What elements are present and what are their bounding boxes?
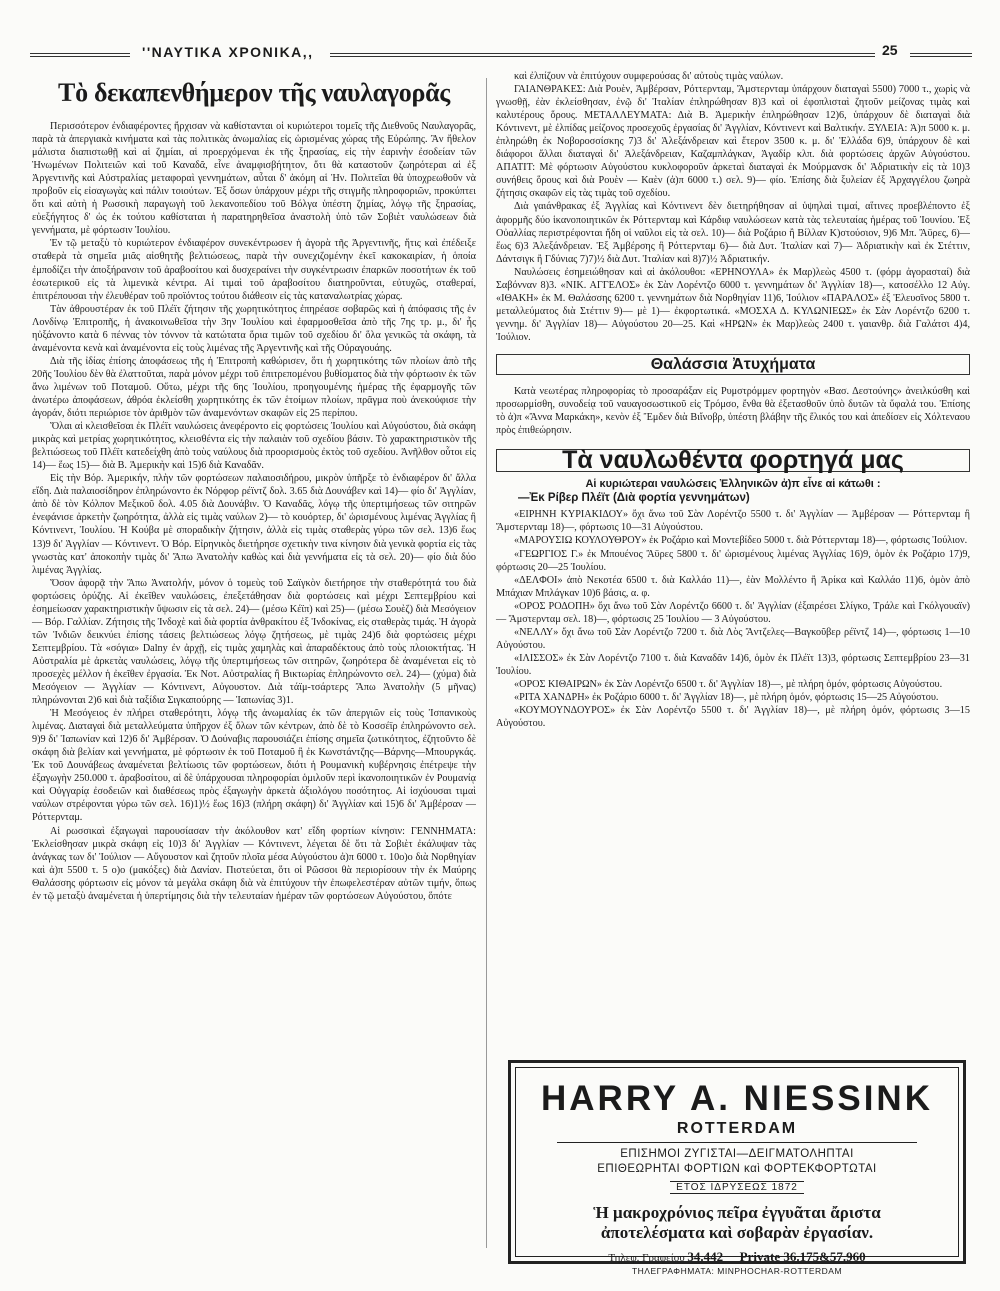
- accidents-text: Κατὰ νεωτέρας πληροφορίας τὸ προσαράξαν εἰς Ρυμστρόμμεν φορτηγὸν «Βασ. Δεστούνης» ἀνειλκύσθη καὶ προσωρμίσθη, συνοδείᾳ τοῦ ναυαγοσωστικοῦ εἰς Τρόμσο, ἔνθα θὰ ἐξετασθοῦν ὑπὸ δυτῶν τὰ ὕφαλά του. Ἐπίσης τὸ ἀ)π «Ἄννα Μαρκάκη», κενὸν ἐξ Ἔμδεν διὰ Βιἴνοβρ, ὑπέστη βλάβην τῆς ἕλικός του καὶ ἀπεδίσεν εἰς Χόλτεναου πρὸς ἐπιθεώρησιν.: [496, 386, 970, 437]
- paragraph: Ἐν τῷ μεταξὺ τὸ κυριώτερον ἐνδιαφέρον συνεκέντρωσεν ἡ ἀγορὰ τῆς Ἀργεντινῆς, ἥτις καὶ ἐπέδειξε σταθερὰ τὰ σημεῖα μιᾶς αἰσθητῆς βελτιώσεως, παρὰ τὴν συνεχιζομένην ἐκεῖ κακοκαιρίαν, ἡ ὁποία ἐμποδίζει τὴν ἀποξήρανσιν τοῦ ἀραβοσίτου καὶ δυσχεραίνει τὴν συγκέντρωσιν ἐπαρκῶν ποσοτήτων ἐκ τοῦ ἐσωτερικοῦ εἰς τὰ λιμενικὰ κέντρα. Αἱ τιμαὶ τοῦ ἀραβοσίτου διατηροῦνται, εὐτυχῶς, σταθεραί, ἐπιτρέπουσαι τὴν ἐλευθέραν τοῦ προϊόντος τούτου διάθεσιν εἰς τὰς καταναλωτρίας χώρας.: [32, 238, 476, 302]
- paragraph: Περισσότερον ἐνδιαφέροντες ἤρχισαν νὰ καθίστανται οἱ κυριώτεροι τομεῖς τῆς Διεθνοῦς Ναυλαγορᾶς, παρὰ τὰ ἀπεργιακὰ κινήματα καὶ τὰς πολιτικὰς ἀνωμαλίας εἰς ὡρισμένας χώρας τῆς Εὐρώπης. Ἂν ἤθελον μάλιστα διαπιστωθῇ καὶ αἱ ζημίαι, αἱ προερχόμεναι ἐκ τῆς ξηρασίας, εἰς τὴν ἐαρινὴν ἐσοδείαν τῶν Ἡνωμένων Πολιτειῶν καὶ τοῦ Καναδᾶ, εἶνε ἀναμφισβήτητον, ὅτι θὰ καταστοῦν ζωηρότεραι αἱ ἐξ Ἀργεντινῆς καὶ Αὐστραλίας μεταφοραὶ γεννημάτων, αὗται δ' ἀκόμη αἱ Ἠν. Πολιτεῖαι θὰ ὑποχρεωθοῦν νὰ προβοῦν εἰς εἰσαγωγὰς καὶ πάλιν τοιούτων. Ἐξ ὅσων ὑπάρχουν μέχρι τῆς στιγμῆς πληροφοριῶν, προκύπτει ὅτι καὶ αὐτὴ ἡ Ρωσσικὴ παραγωγὴ τοῦ λεκανοπεδίου τοῦ Βόλγα ὑπέστη ζημίας, λόγῳ τῆς ξηρασίας, εὐεξήγητος δ' ὡς ἐκ τούτου καθίσταται ἡ παρατηρηθεῖσα ἀναστολὴ ὑπὸ τῶν Σοβιὲτ ναυλώσεων διὰ γεννήματα, μὲ φόρτωσιν Ἰουλίου.: [32, 121, 476, 237]
- paragraph: Αἱ ρωσσικαὶ ἐξαγωγαὶ παρουσίασαν τὴν ἀκόλουθον κατ' εἴδη φορτίων κίνησιν: ΓΕΝΝΗΜΑΤΑ: Ἐκλείσθησαν μικρὰ σκάφη εἰς 10)3 δι' Ἀγγλίαν — Κόντινεντ, λέγεται δὲ ὅτι τὰ Σοβιὲτ ἐκάλυψαν τὰς ἀνάγκας των δι' Ἰούλιον — Αὔγουστον καὶ ζητοῦν πλοῖα μέσα Αὐγούστου ἀ)π 6000 τ. 10ο)ο διὰ Νορθηγίαν καὶ ἀ)π 5500 τ. 5 ο)ο (μακόξες) διὰ Δανίαν. Πιστεύεται, ὅτι οἱ Ρῶσσοι θὰ περιορίσουν τὴν ἐκ Μαύρης Θαλάσσης φόρτωσιν εἰς μόνον τὰ μεγάλα σκάφη διὰ νὰ ἐπιτύχουν τὴν ἐπωφελεστέραν αὐτῶν τιμήν, ὅπως ἐν τῷ μεταξὺ ἀναμένεται ἡ ὑπερτίμησις διὰ τὴν τελευταίαν ἡμέραν τῶν φορτώσεων Αὐγούστου, ὅπότε: [32, 825, 476, 902]
- paragraph: Ὅλαι αἱ κλεισθεῖσαι ἐκ Πλέϊτ ναυλώσεις ἀνεφέροντο εἰς φορτώσεις Ἰουλίου καὶ Αὐγούστου, διὰ σκάφη μικρὰς καὶ μετρίας χωρητικότητος, κλεισθέντα εἰς τὴν παλαιὰν τοῦ σχεδίου βάσιν. Τὸ χαρακτηριστικὸν τῆς βελτιώσεως τοῦ Πλέϊτ κατεδείχθη ἀπὸ τοὺς ναύλους διὰ προορισμοὺς ἐκτὸς τοῦ σχεδίου. Ἀνῆλθον οὗτοι εἰς 14)— ἕως 15)— διὰ Β. Ἀμερικὴν καὶ 15)6 διὰ Καναδᾶν.: [32, 421, 476, 472]
- ad-established: ΕΤΟΣ ΙΔΡΥΣΕΩΣ 1872: [670, 1181, 804, 1194]
- advertisement-inner-frame: [515, 1067, 959, 1276]
- right-column: [496, 70, 970, 730]
- paragraph: ΓΑΙΑΝΘΡΑΚΕΣ: Διὰ Ρουὲν, Ἀμβέρσαν, Ρόττερνταμ, Ἄμστερνταμ ὑπάρχουν διαταγαὶ 5500) 7000 τ., χωρὶς νὰ γνωσθῇ, ἐὰν ἐκλείσθησαν, ἐνῷ δι' Ἰταλίαν ἐπληρώθησαν 8)3 καὶ οἱ ἐφοπλισταὶ ζητοῦν μείζονας τιμὰς καὶ καλυτέρους ὅρους. ΜΕΤΑΛΛΕΥΜΑΤΑ: Διὰ Β. Ἀμερικὴν ἐπληρώθησαν 12)6, ὑπάρχουν δὲ διαταγαὶ διὰ Κόντινεντ, μὲ ἐλπίδας μείζονος προσεχοῦς ἐργασίας δι' Ἀγγλίαν, Κόντινεντ καὶ Βαλτικήν. ΞΥΛΕΙΑ: Ἀ)π 5000 κ. μ. ἐπληρώθη ἐκ Νοβοροσσίσκης 7)3 δι' Ἀλεξάνδρειαν καὶ ἕτερον 3500 κ. μ. δι' Ἑλλάδα 6)9, ὑπάρχουν δὲ καὶ διάφοροι ἄλλαι διαταγαὶ δι' Ἀλεξάνδρειαν, Καζαμπλάγκαν, Ἀγαδίρ κλπ. διὰ φορτώσεις ἀρχῶν Αὐγούστου. ΑΠΑΤΙΤ: Μὲ φόρτωσιν Αὐγούστου κυκλοφοροῦν ἀρκεταὶ διαταγαὶ ἐκ Μούρμανσκ δι' Ἀδριατικὴν εἰς τὰ 10)3 συνήθεις ὅρους καὶ διὰ Ρουὲν — Καὲν (ἀ)π 6000 τ.) σελ. 9)— φίο. Ἐπίσης διὰ ξυλείαν ἐξ Ἀρχαγγέλου ζωηρὰ ζήτησις σκαφῶν εἰς τὰς τιμὰς τοῦ σχεδίου.: [496, 84, 970, 200]
- chartered-item: «ΕΙΡΗΝΗ ΚΥΡΙΑΚΙΔΟΥ» ὄχι ἄνω τοῦ Σὰν Λορέντζο 5500 τ. δι' Ἀγγλίαν — Ἀμβέρσαν — Ρόττερνταμ ἢ Ἄμστερνταμ 18)—, φόρτωσις 10—31 Αὐγούστου.: [496, 509, 970, 534]
- chartered-item: «ΓΕΩΡΓΙΟΣ Γ.» ἐκ Μπουένος Ἄϋρες 5800 τ. δι' ὡρισμένους λιμένας Ἀγγλίας 16)9, ὁμὸν ἐκ Ροζάριο 17)9, φόρτωσις 20—25 Ἰουλίου.: [496, 548, 970, 573]
- publication-title: ''ΝΑΥΤΙΚΑ ΧΡΟΝΙΚΑ,,: [142, 44, 314, 60]
- chartered-heading: Τὰ ναυλωθέντα φορτηγά μας: [496, 449, 970, 472]
- column-divider: [486, 78, 487, 1248]
- header-rule-far-right: [910, 53, 972, 57]
- ad-telephones: [516, 1249, 958, 1265]
- chartered-item: «ΟΡΟΣ ΚΙΘΑΙΡΩΝ» ἐκ Σὰν Λορέντζο 6500 τ. δι' Ἀγγλίαν 18)—, μὲ πλήρη ὁμόν, φόρτωσις Αὐγούστου.: [514, 678, 943, 690]
- ad-tel-office: 34.442: [687, 1249, 724, 1264]
- chartered-item: «ΜΑΡΟΥΣΙΩ ΚΟΥΛΟΥΘΡΟΥ» ἐκ Ροζάριο καὶ Μοντεβίδεο 5000 τ. διὰ Ρόττερνταμ 18)—, φόρτωσις Ἰούλιον.: [514, 535, 968, 547]
- chartered-subheading-plate: —Ἐκ Ρίβερ Πλέϊτ (Διὰ φορτία γεννημάτων): [518, 492, 750, 505]
- chartered-list: [496, 508, 970, 730]
- paragraph: Διὰ γαιάνθρακας ἐξ Ἀγγλίας καὶ Κόντινεντ δὲν διετηρήθησαν αἱ ὑψηλαὶ τιμαί, αἵτινες προεβλέποντο ἐξ ἀφορμῆς δύο ἱκανοποιητικῶν ἐκ Ρόττερνταμ καὶ Κάρδιφ ναυλώσεων κατὰ τὰς τελευταίας ἡμέρας τοῦ Ἰουνίου. Ἐξ Οὐαλλίας περιστρέφονται ἤδη οἱ ναῦλοι εἰς τὰ σελ. 10)— διὰ Ροζάριο ἢ Βίλλαν Κ)στούσιον, 9)6 Μπ. Ἄϋρες, 6)— ἕως 6)3 Ἀλεξάνδρειαν. Ἐξ Ἀμβέρσης ἢ Ρόττερνταμ 6)— διὰ Δυτ. Ἰταλίαν καὶ 7)— Ἀδριατικὴν καὶ ἐκ Στέττιν, Δάντσιγκ ἢ Γδύνιας 7)7)½ διὰ Δυτ. Ἰταλίαν καὶ 8)7)½ Ἀδριατικήν.: [496, 201, 970, 265]
- ad-slogan-line-1: Ἡ μακροχρόνιος πεῖρα ἐγγυᾶται ἄριστα: [593, 1203, 881, 1222]
- ad-city: ROTTERDAM: [676, 1120, 798, 1137]
- chartered-subheading: Αἱ κυριώτεραι ναυλώσεις Ἑλληνικῶν ἀ)π εἶνε αἱ κάτωθι :: [585, 478, 881, 491]
- chartered-item: «ΝΕΛΛΥ» ὄχι ἄνω τοῦ Σὰν Λορέντζο 7200 τ. διὰ Λὸς Ἄντζελες—Βαγκοῦβερ ρέϊντζ 14)—, φόρτωσις 1—10 Αὐγούστου.: [496, 626, 970, 651]
- ad-services-line-2: ΕΠΙΘΕΩΡΗΤΑΙ ΦΟΡΤΙΩΝ καὶ ΦΟΡΤΕΚΦΟΡΤΩΤΑΙ: [597, 1163, 877, 1175]
- ad-divider: [557, 1142, 917, 1143]
- header-rule-right: [330, 53, 875, 57]
- ad-company-name: HARRY A. NIESSINK: [541, 1079, 933, 1118]
- header-rule-left: [30, 53, 130, 57]
- article-continuation: [496, 70, 970, 344]
- paragraph: Ναυλώσεις ἐσημειώθησαν καὶ αἱ ἀκόλουθοι: «ΕΡΗΝΟΥΛΑ» ἐκ Μαρ)λεὼς 4500 τ. (φόρμ ἀγορασταί) διὰ Σαβόνναν 8)3. «ΝΙΚ. ΑΓΓΕΛΟΣ» ἐκ Σὰν Λορέντζο 6000 τ. γεννημάτων δι' Ἀγγλίαν 18)—, κατοσέλλο 12 Αὐγ. «ΙΘΑΚΗ» ἐκ Μ. Θαλάσσης 6200 τ. γεννημάτων διὰ Νορθηγίαν 11)6, Ἰούλιον «ΠΑΡΑΛΟΣ» ἐξ Ἐλευσῖνος 5800 τ. μεταλλεύματος διὰ Στέττιν 9)— μὲ 1)— ἐκφορτωτικά. «ΜΟΣΧΑ Δ. ΚΥΛΩΝΙΕΩΣ» ἐκ Σὰν Λορέντζο 6200 τ. γεννημ. δι' Ἀγγλίαν 18)— Αὐγούστου 20—25. Καὶ «ΗΡΩΝ» ἐκ Μαρ)λεὼς 2400 τ. γαιανθρ. διὰ Γαλάτσι 4)4, Ἰούλιον.: [496, 266, 970, 343]
- left-column: [32, 70, 476, 903]
- article-body: [32, 120, 476, 903]
- page-header: [30, 44, 972, 70]
- paragraph: Εἰς τὴν Βόρ. Ἀμερικήν, πλὴν τῶν φορτώσεων παλαιοσιδήρου, μικρὸν ὑπῆρξε τὸ ἐνδιαφέρον δι' ἄλλα εἴδη. Διὰ παλαιοσίδηρον ἐπληρώνοντο ἐκ Νόρφορ ρέϊντζ δολ. 3.65 διὰ Δουνάβεν καὶ 14)— φίο δι' Ἀγγλίαν, ἀπὸ δὲ τὸν Κόλπον Μεξικοῦ δολ. 4.05 διὰ Δουνάβιν. Ὁ Καναδᾶς, λόγῳ τῆς ὑπερτιμήσεως τῶν σιτηρῶν ἐνεφάνισε ἀρκετὴν ζωηρότητα, ἀλλὰ εἰς τιμὰς ναύλων 2)— τὸ κουόρτερ, δι' ὡρισμένους λιμένας Ἀγγλίας ἢ Κόντινεντ, Ἰουλίου. Ἡ Κούβα μὲ σποραδικὴν ζήτησιν, ἀλλὰ εἰς τιμὰς σταθερὰς γύρω τῶν σελ. 13)6 ἕως 13)9 δι' Ἀγγλίαν — Κόντινεντ. Ὁ Βόρ. Εἰρηνικὸς διετήρησε σχετικὴν τινα κίνησιν διὰ γενικὰ φορτία εἰς τὰς γνωστὰς κατ' ἀποκοπὴν τιμὰς δι' Ἄπω Ἀνατολὴν καθὼς καὶ διὰ γεννήματα εἰς τὰ σελ. 20)— φίο διὰ δύο λιμένας Ἀγγλίας.: [32, 473, 476, 576]
- ad-slogan-line-2: ἀποτελέσματα καὶ σοβαρὰν ἐργασίαν.: [600, 1223, 874, 1242]
- paragraph: Ἡ Μεσόγειος ἐν πλήρει σταθερότητι, λόγῳ τῆς ἀνωμαλίας ἐκ τῶν ἀπεργιῶν εἰς τοὺς Ἰσπανικοὺς λιμένας. Διαταγαὶ διὰ μεταλλεύματα ὑπῆρχον ἐξ ὅλων τῶν κέντρων, ἀπὸ δὲ τὸ Κοσσέϊρ ἐπληρώνοντο σελ. 9)9 δι' Ἰαπωνίαν καὶ 12)6 δι' Ἀμβέρσαν. Ὁ Δούναβις παρουσιάζει ἐπίσης σημεῖα ζωτικότητος, ἐζητοῦντο δὲ σκάφη διὰ βελίαν καὶ γεννήματα, μὲ φόρτωσιν ἐκ τοῦ Ποταμοῦ ἢ ἐκ Κωνστάντζης—Βάρνης—Μπουργκάς. Ἐκ τοῦ Δουνάβεως ἀναμένεται βελτίωσις τῶν φορτώσεων, διότι ἡ Ρουμανικὴ κυβέρνησις ἐπέτρεψε τὴν ἐξαγωγὴν 250.000 τ. ἀραβοσίτου, αἱ δὲ ὑπάρχουσαι πληροφορίαι ὁμιλοῦν περὶ ἱκανοποιητικῶν ἐν Ρουμανίᾳ καὶ Οὐγγαρίᾳ ἐσοδειῶν καὶ διαθέσεως πρὸς ἐξαγωγὴν ἀρκετὰ ἀξιολόγου ποσότητος. Αἱ ἰσχύουσαι τιμαὶ ναύλων στρέφονται γύρω τῶν σελ. 16)1)½ ἕως 16)3 (πλήρη σκάφη) δι' Ἀγγλίαν καὶ 15)6 δι' Ἀμβέρσαν — Ρόττερνταμ.: [32, 708, 476, 824]
- paragraph: Διὰ τῆς ἰδίας ἐπίσης ἀποφάσεως τῆς ἡ Ἐπιτροπὴ καθώρισεν, ὅτι ἡ χωρητικότης τῶν πλοίων ἀπὸ τῆς 20ῆς Ἰουλίου δὲν θὰ ἐλαττοῦται, παρὰ μόνον μέχρι τοῦ ἐπιτρεπομένου βυθίσματος διὰ τὴν φόρτωσιν ἐκ τῶν ἄνω λιμένων τοῦ Ποταμοῦ. Οὕτω, μέχρι τῆς 6ης Ἰουλίου, προηγουμένης ἡμέρας τῆς ἐφαρμογῆς τῶν ἀνωτέρω ἀποφάσεων, ἀθρόα ἐκλείσθη χωρητικότης ἐκ τῶν ἑτοίμων πλοίων, πρᾶγμα ποὺ ἀνεκούφισε τὴν ἀγοράν, διότι περιώρισε τὸν ἀριθμὸν τῶν ἀναμενόντων σκαφῶν εἰς 25 περίπου.: [32, 355, 476, 420]
- chartered-item: «ΚΟΥΜΟΥΝΔΟΥΡΟΣ» ἐκ Σὰν Λορέντζο 5500 τ. δι' Ἀγγλίαν 18)—, μὲ πλήρη ὁμόν, φόρτωσις 3—15 Αὐγούστου.: [496, 705, 970, 730]
- paragraph: καὶ ἐλπίζουν νὰ ἐπιτύχουν συμφερούσας δι' αὐτοὺς τιμὰς ναύλων.: [514, 71, 784, 82]
- paragraph: Τὰν ἀθρουστέραν ἐκ τοῦ Πλέϊτ ζήτησιν τῆς χωρητικότητος ἐπηρέασε σοβαρῶς καὶ ἡ ἀπόφασις τῆς ἐν Λονδίνῳ Ἐπιτροπῆς, ἡ ἀνακοινωθεῖσα τὴν 3ην Ἰουλίου καὶ ἐφαρμοσθεῖσα ἀπὸ τῆς 7ης τρ. μ., δι' ἧς ηὐξάνοντο κατὰ 6 πέννας τὸν τόννον τὰ κατώτατα ὅρια τιμῶν τοῦ σχεδίου δι' ὅλα γενικῶς τὰ σκάφη, τὰ ἀναμένοντα κενὰ καὶ ἀναμένοντα εἰς τοὺς λιμένας τῆς Ἀργεντινῆς καὶ τῆς Οὐραγουάης.: [32, 303, 476, 354]
- accidents-heading: Θαλάσσια Ἀτυχήματα: [496, 354, 970, 375]
- ad-services-line-1: ΕΠΙΣΗΜΟΙ ΖΥΓΙΣΤΑΙ—ΔΕΙΓΜΑΤΟΛΗΠΤΑΙ: [620, 1148, 854, 1160]
- advertisement-niessink: [508, 1060, 966, 1276]
- chartered-item: «ΡΙΤΑ ΧΑΝΔΡΗ» ἐκ Ροζάριο 6000 τ. δι' Ἀγγλίαν 18)—, μὲ πλήρη ὁμόν, φόρτωσις 15—25 Αὐγούστου.: [514, 692, 939, 704]
- ad-slogan: [516, 1203, 958, 1243]
- article-headline: Τὸ δεκαπενθήμερον τῆς ναυλαγορᾶς: [58, 78, 450, 107]
- chartered-item: «ΔΕΛΦΟΙ» ἀπὸ Νεκοτέα 6500 τ. διὰ Καλλάο 11)—, ἐὰν Μολλέντο ἢ Ἀρίκα καὶ Καλλάο 11)6, ὁμὸν ἀπὸ Μπάχιαν Μπλάγκαν 10)6 βάσις, α. φ.: [496, 574, 970, 599]
- paragraph: Ὅσον ἀφορᾷ τὴν Ἄπω Ἀνατολήν, μόνον ὁ τομεὺς τοῦ Σαϊγκὸν διετήρησε τὴν σταθερότητά του διὰ φορτώσεις ὀρύζης. Αἱ ἐκεῖθεν ναυλώσεις, ἐπεξετάθησαν διὰ φορτώσεις καὶ μέχρι Σεπτεμβρίου καὶ ἐσημείωσαν χαρακτηριστικὴν ὕψωσιν εἰς τὰ σελ. 24)— (μέσω Κέϊπ) καὶ 25)— (μέσω Σουὲζ) διὰ Μεσόγειον — Βόρ. Γαλλίαν. Ζήτησις τῆς Ἰνδοχὲ καὶ διὰ φορτία ἀνθρακίτου ἐξ Ἰνδοκίνας, εἰς σταθερὰς τιμάς. Ἡ ἀγορὰ τῶν Ἰνδιῶν δεικνύει ἐπίσης τάσεις βελτιώσεως λόγῳ ζητήσεως, μὲ τιμὰς 24)6 διὰ φορτώσεις μέχρι Σεπτεμβρίου. Τὰ «σόγια» Dalny ἐν ἀρχῇ, εἰς τιμὰς χαμηλὰς καὶ ἀπαραδέκτους ἀπὸ τοὺς πλοιοκτήτας. Ἡ Αὐστραλία μὲ ἀρκετὰς ναυλώσεις, λόγῳ τῆς ὑπερτιμήσεως τῶν σιτηρῶν, ζωηρότερα δὲ ἀναμένεται εἰς τὸ προσεχὲς μέλλον ἡ ἐκεῖθεν ἐργασία. Ἐκ Νοτ. Αὐστραλίας ἢ Βικτωρίας ἐπληρώνοντο σελ. 24)— (χύμα) διὰ Μεσόγειον — Ἀγγλίαν — Κόντινεντ, Αὐγουστον. Διὰ τάϊμ-τσάρτερς Ἄπω Ἀνατολὴν (5 μῆνας) πληρώνονται 2)6 καὶ διὰ ταξίδια Σιγκαπούρης — Ἰαπωνίας 3)1.: [32, 577, 476, 707]
- page-number: 25: [882, 42, 898, 58]
- ad-tel-label: Τηλεφ. Γραφείου: [608, 1252, 685, 1264]
- chartered-item: «ΟΡΟΣ ΡΟΔΟΠΗ» ὄχι ἄνω τοῦ Σὰν Λορέντζο 6600 τ. δι' Ἀγγλίαν (ἐξαιρέσει Σλίγκο, Τράλε καὶ Γκόλγουαϊν) — Ἄμστερνταμ σελ. 18)—, φόρτωσις 25 Ἰουλίου — 3 Αὐγούστου.: [496, 600, 970, 625]
- ad-telegraph: ΤΗΛΕΓΡΑΦΗΜΑΤΑ: MINPHOCHAR-ROTTERDAM: [631, 1266, 843, 1276]
- chartered-item: «ΙΛΙΣΣΟΣ» ἐκ Σὰν Λορέντζο 7100 τ. διὰ Καναδᾶν 14)6, ὁμὸν ἐκ Πλέϊτ 13)3, φόρτωσις Σεπτεμβρίου 23—31 Ἰουλίου.: [496, 652, 970, 677]
- ad-tel-private: Private 36.175&57.960: [739, 1249, 866, 1264]
